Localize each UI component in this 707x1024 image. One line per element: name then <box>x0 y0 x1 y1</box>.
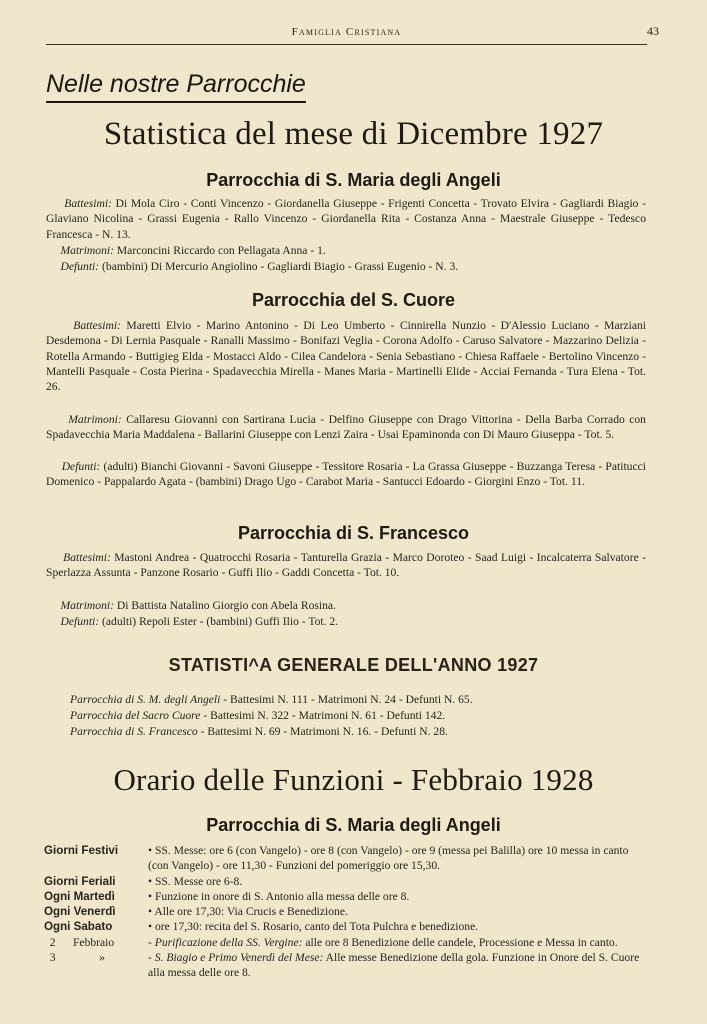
running-header <box>46 24 659 45</box>
label-matrimoni: Matrimoni: <box>68 413 122 426</box>
schedule-day: Ogni Martedì <box>44 889 115 903</box>
schedule-row-sabato <box>44 919 650 934</box>
journal-title: Famiglia Cristiana <box>291 26 402 38</box>
entry-text: (adulti) Bianchi Giovanni - Savoni Giuseppe - Tessitore Rosaria - La Grassa Giuseppe - Buzzanga Teresa - Patitucci Domenico - Pappalardo Agata - (bambini) Drago Ugo - Carabot Maria - Santucci Edoardo - Giorgini Enzo - Tot. 11. <box>46 460 646 489</box>
schedule-text: - S. Biagio e Primo Venerdì del Mese: Alle messe Benedizione della gola. Funzione in Onore del S. Cuore alla messa delle ore 8. <box>148 951 640 980</box>
schedule-row-martedi <box>44 889 650 904</box>
schedule-row-feriali <box>44 874 650 889</box>
stats-parish: Parrocchia di S. M. degli Angeli <box>70 693 221 706</box>
parish-heading-francesco: Parrocchia di S. Francesco <box>237 523 470 543</box>
label-defunti: Defunti: <box>60 260 100 273</box>
schedule-title: Orario delle Funzioni - Febbraio 1928 <box>113 762 594 797</box>
schedule-text: • SS. Messe ore 6-8. <box>148 874 243 888</box>
stats-parish: Parrocchia del Sacro Cuore <box>70 709 201 722</box>
section-heading: Nelle nostre Parrocchie <box>46 70 306 103</box>
entry-text: (adulti) Repoli Ester - (bambini) Guffi Ilio - Tot. 2. <box>102 615 339 628</box>
parish-angeli-matrimoni <box>46 243 646 258</box>
day-number: 2 <box>49 935 56 949</box>
entry-text: Mastoni Andrea - Quatrocchi Rosaria - Tanturella Grazia - Marco Doroteo - Saad Luigi - Incalcaterra Salvatore - Sperlazza Assunta - Panzone Rosario - Guffi Ilio - Gaddi Concetta - Tot. 10. <box>46 551 647 580</box>
stats-row <box>70 692 650 708</box>
entry-text: Di Mola Ciro - Conti Vincenzo - Giordanella Giuseppe - Frigenti Concetta - Trovato Elvira - Gagliardi Biagio - Glaviano Nicolina - Grassi Eugenia - Rallo Vincenzo - Giordanella Rita - Costanza Anna - Maestrale Giuseppe - Tedesco Francesca - N. 13. <box>46 197 646 241</box>
stats-parish: Parrocchia di S. Francesco <box>70 725 198 738</box>
schedule-day: Giorni Feriali <box>44 874 116 888</box>
label-matrimoni: Matrimoni: <box>60 599 114 612</box>
feast-name: Purificazione della SS. Vergine: <box>154 935 303 949</box>
parish-angeli-battesimi <box>46 196 646 242</box>
label-matrimoni: Matrimoni: <box>60 244 114 257</box>
feast-name: S. Biagio e Primo Venerdì del Mese: <box>154 951 324 965</box>
parish-cuore-defunti <box>46 459 646 490</box>
schedule-text: - Purificazione della SS. Vergine: alle ore 8 Benedizione delle candele, Processione e Messa in canto. <box>148 935 618 949</box>
stats-row <box>70 708 650 724</box>
feast-text: alle ore 8 Benedizione delle candele, Processione e Messa in canto. <box>305 935 618 949</box>
schedule-text: • SS. Messe: ore 6 (con Vangelo) - ore 8 (con Vangelo) - ore 9 (messa pei Balilla) ore 10 messa in canto (con Vangelo) - ore 11,30 - Funzioni del pomeriggio ore 15,30. <box>148 844 629 873</box>
schedule-text: • Funzione in onore di S. Antonio alla messa delle ore 8. <box>148 889 410 903</box>
schedule-day: Giorni Festivi <box>44 844 119 857</box>
parish-francesco-battesimi <box>46 550 646 581</box>
schedule-day <box>44 950 148 981</box>
label-defunti: Defunti: <box>61 460 101 473</box>
schedule-parish-heading: Parrocchia di S. Maria degli Angeli <box>206 815 501 835</box>
label-defunti: Defunti: <box>60 615 100 628</box>
parish-francesco-defunti <box>46 614 646 629</box>
stats-values: - Battesimi N. 322 - Matrimoni N. 61 - Defunti 142. <box>200 709 446 722</box>
schedule-text: • ore 17,30: recita del S. Rosario, canto del Tota Pulchra e benedizione. <box>148 920 479 934</box>
day-number: 3 <box>49 951 56 965</box>
schedule-day <box>44 935 148 950</box>
parish-heading-cuore: Parrocchia del S. Cuore <box>251 290 456 310</box>
schedule-text: • Alle ore 17,30: Via Crucis e Benedizione. <box>148 905 348 919</box>
main-title: Statistica del mese di Dicembre 1927 <box>103 116 604 152</box>
parish-angeli-defunti <box>46 259 646 274</box>
parish-francesco-matrimoni <box>46 598 646 613</box>
entry-text: Marconcini Riccardo con Pellagata Anna - 1. <box>116 244 326 257</box>
stats-row <box>70 724 650 740</box>
stats-values: - Battesimi N. 69 - Matrimoni N. 16. - Defunti N. 28. <box>197 725 448 738</box>
schedule-row-venerdi <box>44 904 650 919</box>
general-stats-list <box>70 692 650 740</box>
feast-text: Alle messe Benedizione della gola. Funzione in Onore del S. Cuore alla messa delle ore 8. <box>148 951 640 980</box>
general-stats-heading: STATISTI^A GENERALE DELL'ANNO 1927 <box>168 655 539 675</box>
page-number: 43 <box>647 24 659 38</box>
entry-text: Maretti Elvio - Marino Antonino - Di Leo Umberto - Cinnirella Nunzio - D'Alessio Luciano - Marziani Desdemona - Di Lernia Pasquale - Ranalli Massimo - Bonifazi Veglia - Corona Adolfo - Caruso Salvatore - Mazzarino Delizia - Rotella Armando - Buttigieg Elda - Mostacci Aldo - Cilea Candelora - Senia Sebastiano - Chiesa Raffaele - Bertolino Vincenzo - Mantelli Pasquale - Costa Pierina - Spadavecchia Mirella - Manes Maria - Martinelli Elide - Acciai Fernanda - Tura Elena - Tot. 26. <box>46 319 646 394</box>
parish-cuore-battesimi <box>46 318 646 394</box>
label-battesimi: Battesimi: <box>73 319 121 332</box>
schedule-day: Ogni Venerdì <box>44 905 116 919</box>
month: Febbraio <box>72 935 115 949</box>
entry-text: Callaresu Giovanni con Sartirana Lucia - Delfino Giuseppe con Drago Vittorina - Della Barba Corrado con Spadavecchia Maria Maddalena - Ballarini Giuseppe con Lenzi Zaira - Usai Epaminonda con Di Mauro Giuseppa - Tot. 5. <box>46 413 646 442</box>
label-battesimi: Battesimi: <box>63 551 111 564</box>
schedule-day: Ogni Sabato <box>44 920 113 934</box>
parish-heading-angeli: Parrocchia di S. Maria degli Angeli <box>206 170 501 190</box>
stats-values: - Battesimi N. 111 - Matrimoni N. 24 - Defunti N. 65. <box>220 693 473 706</box>
month: » <box>99 951 105 965</box>
entry-text: (bambini) Di Mercurio Angiolino - Gagliardi Biagio - Grassi Eugenio - N. 3. <box>102 260 459 273</box>
schedule-list <box>44 843 650 981</box>
label-battesimi: Battesimi: <box>64 197 112 210</box>
entry-text: Di Battista Natalino Giorgio con Abela Rosina. <box>116 599 336 612</box>
schedule-row-festivi <box>44 843 650 874</box>
parish-cuore-matrimoni <box>46 412 646 443</box>
schedule-row-feb-3 <box>44 950 650 981</box>
schedule-row-feb-2 <box>44 935 650 950</box>
